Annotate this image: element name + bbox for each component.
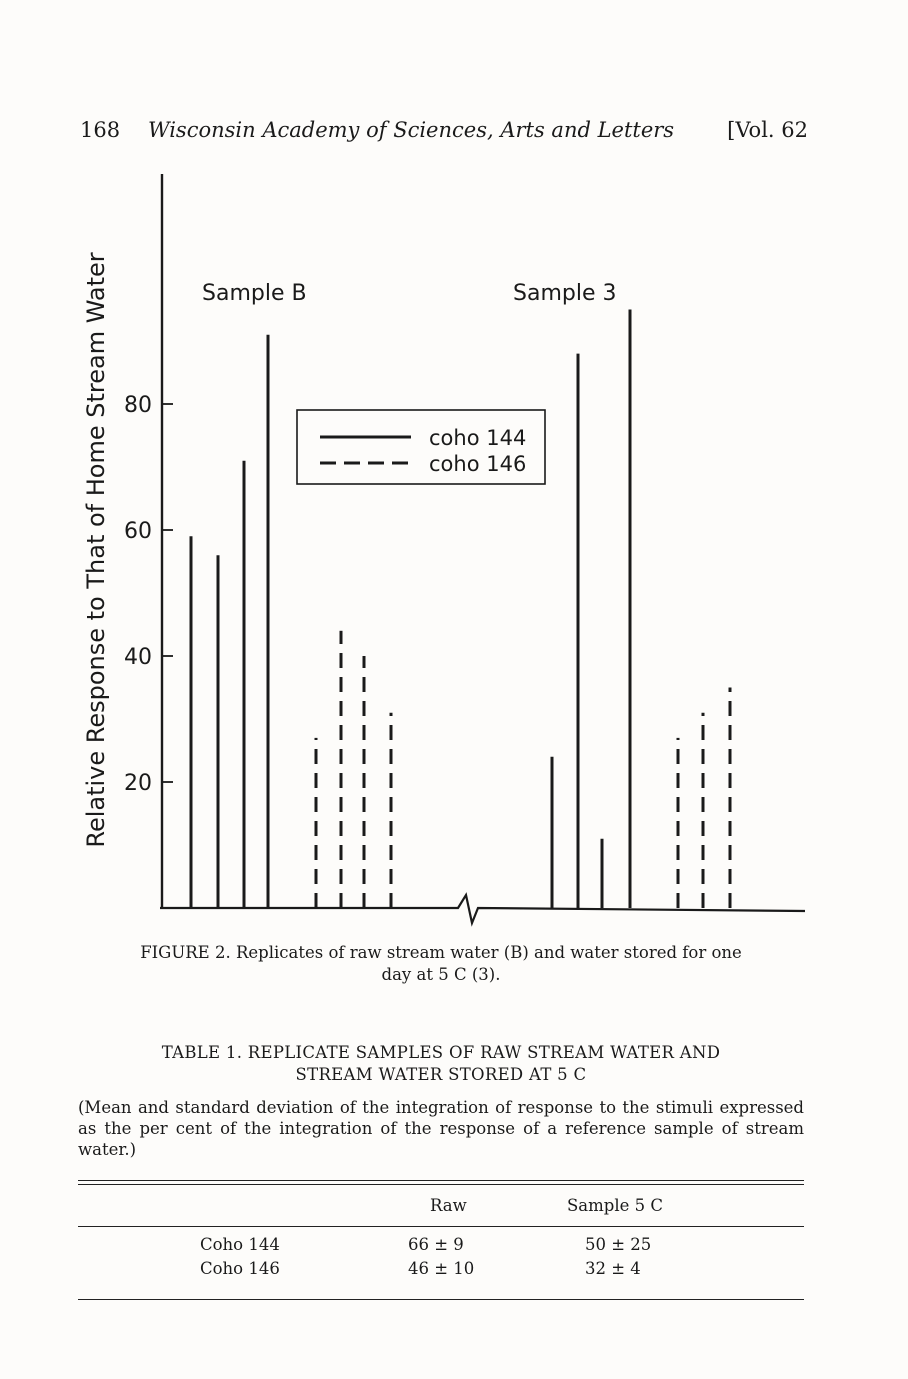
figure-chart [0, 160, 908, 930]
figure-caption-line2: day at 5 C (3). [381, 965, 501, 984]
y-tick-label: 80 [124, 393, 152, 418]
y-axis-label: Relative Response to That of Home Stream Water [82, 252, 110, 848]
y-tick-label: 40 [124, 645, 152, 670]
row-sample: 32 ± 4 [585, 1259, 641, 1278]
group-labels [202, 281, 616, 306]
row-sample: 50 ± 25 [585, 1235, 652, 1254]
legend-label-coho-144: coho 144 [429, 426, 527, 450]
table-title [78, 1042, 804, 1086]
table-title-line1: TABLE 1. REPLICATE SAMPLES OF RAW STREAM WATER AND [161, 1043, 721, 1062]
table-header-rule [78, 1226, 804, 1227]
legend [297, 410, 545, 484]
table-note: (Mean and standard deviation of the integration of response to the stimuli expressed as the per cent of the integration of the response of a reference sample of stream water.) [78, 1098, 804, 1159]
figure-caption [78, 942, 804, 986]
journal-title: Wisconsin Academy of Sciences, Arts and Letters [148, 118, 675, 142]
table-header-raw: Raw [430, 1196, 467, 1215]
table-title-line2: STREAM WATER STORED AT 5 C [295, 1065, 587, 1084]
y-tick-label: 20 [124, 771, 152, 796]
row-label: Coho 144 [200, 1235, 280, 1254]
x-axis-line [160, 895, 805, 923]
volume-label: [Vol. 62 [727, 118, 808, 142]
row-raw: 46 ± 10 [408, 1259, 475, 1278]
group-label: Sample 3 [513, 281, 617, 306]
table-bottom-rule [78, 1299, 804, 1300]
table-top-rule-2 [78, 1184, 804, 1185]
y-ticks [124, 393, 173, 796]
table-header-sample: Sample 5 C [567, 1196, 664, 1215]
table-top-rule-1 [78, 1180, 804, 1181]
figure-caption-line1: FIGURE 2. Replicates of raw stream water (B) and water stored for one [140, 943, 742, 962]
row-label: Coho 146 [200, 1259, 280, 1278]
running-head [80, 118, 808, 148]
y-tick-label: 60 [124, 519, 152, 544]
row-raw: 66 ± 9 [408, 1235, 464, 1254]
legend-label-coho-146: coho 146 [429, 452, 527, 476]
page-number: 168 [80, 118, 121, 142]
group-label: Sample B [202, 281, 307, 306]
bars [191, 310, 730, 909]
